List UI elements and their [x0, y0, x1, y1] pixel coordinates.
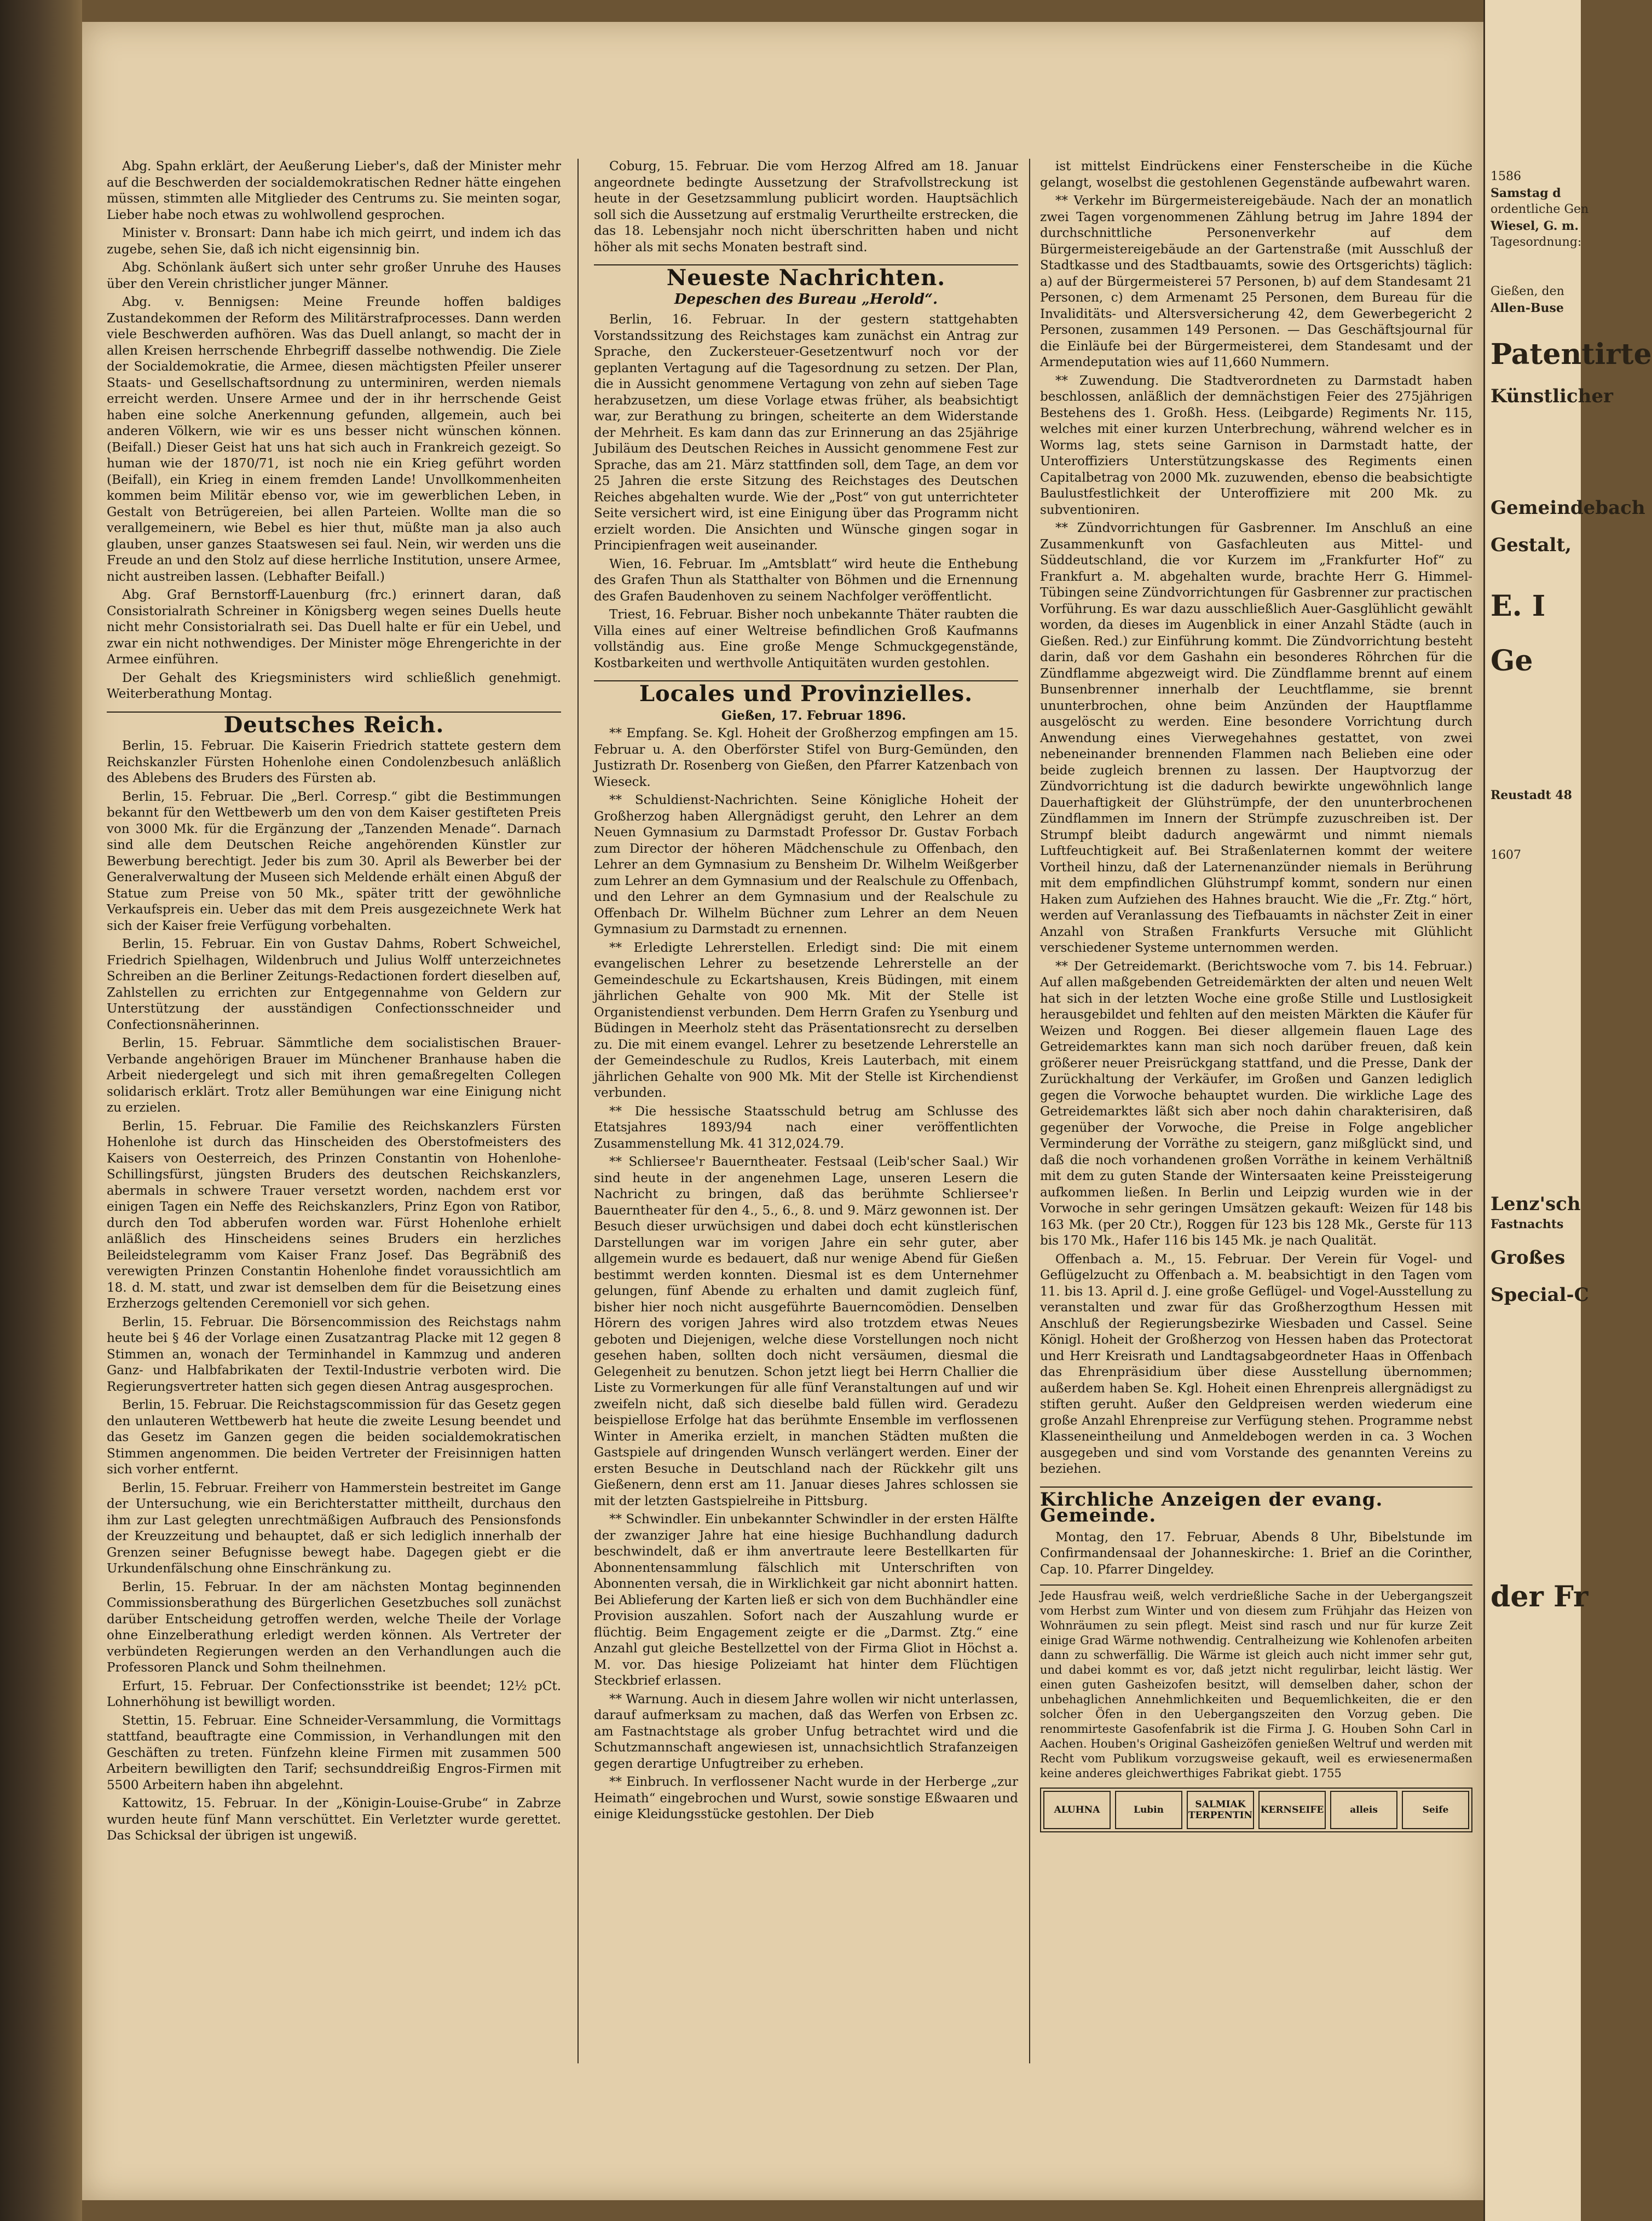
fragment-line: Reustadt 48 — [1491, 788, 1572, 802]
paragraph: Abg. v. Bennigsen: Meine Freunde hoffen baldiges Zustandekommen der Reform des Militärstrafprocesses. Dann werden viele Beschwerden aufhören. Was das Duell anlangt, so macht der in allen Kreisen herrschende Ehrbegriff dasselbe nothwendig. Die Ziele der Socialdemokratie, die Armee, diesen mächtigsten Pfeiler unserer Staats- und Gesellschaftsordnung zu unterminiren, werden niemals erreicht werden. Unsere Armee und der in ihr herrschende Geist haben eine solche Anerkennung gefunden, allgemein, auch bei anderen Völkern, wie wir es uns besser nicht wünschen können. (Beifall.) Dieser Geist hat uns hat sich auch in Frankreich gezeigt. So human wie der 1870/71, ist noch nie ein Krieg geführt worden (Beifall), ein Krieg in einem fremden Lande! Unvollkommenheiten kommen beim Militär ebenso vor, wie im gewerblichen Leben, in Gestalt von Betrügereien, bei allen Parteien. Wollte man die so verallgemeinern, wie Bebel es hier thut, müßte man ja also auch glauben, unser ganzes Staatswesen sei faul. Nein, wir werden uns die Freude an und den Stolz auf diese herrliche Institution, unsere Armee, nicht austreiben lassen. (Lebhafter Beifall.) — [107, 295, 561, 584]
fragment-line: 1586 — [1491, 170, 1521, 183]
soap-advertisement-strip — [1040, 1788, 1472, 1832]
paragraph: ** Empfang. Se. Kgl. Hoheit der Großherzog empfingen am 15. Februar u. A. den Oberförster Stifel von Burg-Gemünden, den Justizrath Dr. Rosenberg von Gießen, den Pfarrer Katzenbach von Wieseck. — [594, 726, 1018, 789]
fragment-heading: Großes — [1491, 1247, 1566, 1269]
ad-box: SALMIAK TERPENTIN — [1187, 1791, 1254, 1829]
paragraph: Minister v. Bronsart: Dann habe ich mich geirrt, und indem ich das zugebe, sehen Sie, daß ich nicht eigensinnig bin. — [107, 226, 561, 257]
fragment-heading: Gestalt, — [1491, 534, 1572, 556]
dateline: Gießen, 17. Februar 1896. — [721, 708, 906, 723]
paragraph: ** Schliersee'r Bauerntheater. Festsaal (Leib'scher Saal.) Wir sind heute in der angenehmen Lage, unseren Lesern die Nachricht zu bringen, daß das berühmte Schliersee'r Bauerntheater für den 4., 5., 6., 8. und 9. März gewonnen ist. Der Besuch dieser urwüchsigen und dabei doch echt künstlerischen Darstellungen war im vorigen Jahre ein sehr guter, aber allgemein wurde es bedauert, daß nur wenige Abend für Gießen bestimmt werden konnten. Diesmal ist es dem Unternehmer gelungen, fünf Abende zu erhalten und damit zugleich fünf, bisher hier noch nicht ausgeführte Bauerncomödien. Denselben Hörern des vorigen Jahres wird also trotzdem etwas Neues geboten und Diejenigen, welche diese Vorstellungen noch nicht gesehen haben, sollten doch nicht versäumen, diesmal die Gelegenheit zu benutzen. Schon jetzt liegt bei Herrn Challier die Liste zu Vormerkungen für alle fünf Veranstaltungen auf und wir zweifeln nicht, daß sich dieselbe bald füllen wird. Geradezu beispiellose Erfolge hat das berühmte Ensemble im verflossenen Winter in Amerika erzielt, in manchen Städten mußten die Gastspiele auf dringenden Wunsch verlängert werden. Einer der ersten Besuche in Deutschland nach der Rückkehr gilt uns Gießenern, denn erst am 11. Januar dieses Jahres schlossen sie mit der letzten Gastspielreihe in Pittsburg. — [594, 1155, 1018, 1508]
fragment-heading: Patentirte — [1491, 338, 1652, 371]
paragraph: Kattowitz, 15. Februar. In der „Königin-Louise-Grube“ in Zabrze wurden heute fünf Mann verschüttet. Ein Verletzter wurde gerettet. Das Schicksal der übrigen ist ungewiß. — [107, 1796, 561, 1843]
section-heading-local: Locales und Provinzielles. — [594, 680, 1018, 702]
column-2 — [594, 159, 1018, 2074]
fragment-heading: Lenz'sch — [1491, 1193, 1581, 1215]
paragraph: Berlin, 15. Februar. Sämmtliche dem socialistischen Brauer-Verbande angehörigen Brauer im Münchener Branhause haben die Arbeit niedergelegt und sich mit ihren gemaßregelten Collegen solidarisch erklärt. Trotz aller Bemühungen war eine Einigung nicht zu erzielen. — [107, 1036, 561, 1115]
paragraph: Abg. Schönlank äußert sich unter sehr großer Unruhe des Hauses über den Verein christlicher junger Männer. — [107, 261, 561, 291]
paragraph: Erfurt, 15. Februar. Der Confectionsstrike ist beendet; 12½ pCt. Lohnerhöhung ist bewilligt worden. — [107, 1679, 561, 1709]
gas-heater-advertisement: Jede Hausfrau weiß, welch verdrießliche Sache in der Uebergangszeit vom Herbst zum Winter und von diesem zum Frühjahr das Heizen von Wohnräumen zu sein pflegt. Meist sind rasch und nur für kurze Zeit einige Grad Wärme nothwendig. Centralheizung wie Kohlenofen arbeiten dann zu schwerfällig. Die Wärme ist gleich auch nicht immer sehr gut, und dabei kommt es vor, daß jetzt nicht regulirbar, leicht lästig. Wer einen guten Gasheizofen besitzt, will demselben daher, schon der unbehaglichen Annehmlichkeiten und Bequemlichkeiten, die er den solcher Öfen in den Uebergangszeiten den Vorzug geben. Die renommirteste Gasofenfabrik ist die Firma J. G. Houben Sohn Carl in Aachen. Houben's Original Gasheizöfen genießen Weltruf und werden mit Recht vom Publikum vorzugsweise gekauft, weil es erwiesenermaßen keine anderes gleichwerthiges Fabrikat giebt. 1755 — [1040, 1584, 1472, 1781]
facing-page-fragment — [1483, 0, 1652, 2221]
fragment-line: Allen-Buse — [1491, 301, 1564, 315]
paragraph: Berlin, 15. Februar. Die Reichstagscommission für das Gesetz gegen den unlauteren Wettbewerb hat heute die zweite Lesung beendet und das Gesetz im Ganzen gegen die beiden socialdemokratischen Stimmen angenommen. Die beiden Vertreter der Freisinnigen hatten sich vorher entfernt. — [107, 1398, 561, 1477]
ad-box: Lubin — [1115, 1791, 1182, 1829]
paragraph: ** Einbruch. In verflossener Nacht wurde in der Herberge „zur Heimath“ eingebrochen und Wurst, sowie sonstige Eßwaaren und einige Kleidungsstücke gestohlen. Der Dieb — [594, 1775, 1018, 1821]
ad-box: alleis — [1330, 1791, 1397, 1829]
column-3 — [1040, 159, 1472, 2074]
paragraph: ** Schuldienst-Nachrichten. Seine Königliche Hoheit der Großherzog haben Allergnädigst geruht, den Lehrer an dem Neuen Gymnasium zu Darmstadt Professor Dr. Gustav Forbach zum Director der höheren Mädchenschule zu Offenbach, den Lehrer an dem Gymnasium zu Bensheim Dr. Wilhelm Weißgerber zum Lehrer an dem Gymnasium und der Realschule zu Offenbach, und den Lehrer an dem Gymnasium und der Realschule zu Offenbach Dr. Wilhelm Büchner zum Lehrer an dem Neuen Gymnasium zu Darmstadt zu ernennen. — [594, 793, 1018, 936]
column-1 — [107, 159, 561, 2129]
paragraph: ist mittelst Eindrückens einer Fensterscheibe in die Küche gelangt, woselbst die gestohlenen Gegenstände aufbewahrt waren. — [1040, 159, 1472, 190]
fragment-line: 1607 — [1491, 848, 1521, 862]
ad-box: Seife — [1402, 1791, 1469, 1829]
book-binding — [0, 0, 82, 2221]
paragraph: Berlin, 15. Februar. In der am nächsten Montag beginnenden Commissionsberathung des Bürgerlichen Gesetzbuches soll zunächst darüber Entscheidung getroffen werden, welche Theile der Vorlage ohne Einzelberathung erledigt werden können. Als Vertreter der verbündeten Regierungen werden an den Verhandlungen auch die Professoren Planck und Sohm theilnehmen. — [107, 1580, 561, 1675]
paragraph: Stettin, 15. Februar. Eine Schneider-Versammlung, die Vormittags stattfand, beauftragte eine Commission, in Verhandlungen mit den Geschäften zu treten. Fünfzehn kleine Firmen mit zusammen 500 Arbeitern bewilligten den Tarif; sechsunddreißig Engros-Firmen mit 5500 Arbeitern haben ihn abgelehnt. — [107, 1713, 561, 1792]
paragraph: Berlin, 15. Februar. Die Kaiserin Friedrich stattete gestern dem Reichskanzler Fürsten Hohenlohe einen Condolenzbesuch anläßlich des Ablebens des Bruders des Fürsten ab. — [107, 739, 561, 785]
paragraph: ** Verkehr im Bürgermeistereigebäude. Nach der an monatlich zwei Tagen vorgenommenen Zählung betrug im Jahre 1894 der durchschnittliche Personenverkehr auf dem Bürgermeistereigebäude an der Gartenstraße (mit Ausschluß der Stadtkasse und des Stadtbauamts, sowie des Ortsgerichts) täglich: a) auf der Bürgermeisterei 57 Personen, b) auf dem Standesamt 21 Personen, c) dem Armenamt 25 Personen, dem Bureau für die Invaliditäts- und Altersversicherung 42, dem Gewerbegericht 2 Personen, zusammen 149 Personen. — Das Geschäftsjournal für die Einläufe bei der Bürgermeisterei, dem Standesamt und der Armendeputation wies auf 11,660 Nummern. — [1040, 194, 1472, 369]
fragment-heading: E. I — [1491, 589, 1546, 623]
fragment-line: ordentliche Gen — [1491, 203, 1589, 216]
paragraph: ** Schwindler. Ein unbekannter Schwindler in der ersten Hälfte der zwanziger Jahre hat eine hiesige Buchhandlung dadurch beschwindelt, daß er ihm anvertraute leere Bestellkarten für Abonnentensammlung fälschlich mit Unterschriften von Abonnenten versah, die in Wirklichkeit gar nicht abonnirt hatten. Bei Ablieferung der Karten ließ er sich von dem Buchhändler eine Provision auszahlen. Sofort nach der Auszahlung wurde er flüchtig. Beim Engagement zeigte er die „Darmst. Ztg.“ eine Anzahl gut gleiche Bestellzettel von der Firma Gliot in Höchst a. M. vor. Das hiesige Polizeiamt hat hinter dem Flüchtigen Steckbrief erlassen. — [594, 1512, 1018, 1688]
paragraph: Abg. Spahn erklärt, der Aeußerung Lieber's, daß der Minister mehr auf die Beschwerden der socialdemokratischen Redner hätte eingehen müssen, stimmten alle Mitglieder des Centrums zu. Sie meinten sogar, Lieber habe noch etwas zu wohlwollend gesprochen. — [107, 159, 561, 222]
fragment-heading: der Fr — [1491, 1580, 1589, 1613]
ad-box: ALUHNA — [1043, 1791, 1111, 1829]
paragraph: ** Zündvorrichtungen für Gasbrenner. Im Anschluß an eine Zusammenkunft von Gasfachleuten aus Mittel- und Süddeutschland, die vor Kurzem im „Frankfurter Hof“ zu Frankfurt a. M. abgehalten wurde, brachte Herr G. Himmel-Tübingen seine Zündvorrichtungen für Gasbrenner zur practischen Vorführung. Es war dazu ausschließlich Auer-Gasglühlicht gewählt worden, da dieses im Augenblick in einer Anzahl Städte (auch in Gießen. Red.) zur Einführung kommt. Die Zündvorrichtung besteht darin, daß vor dem Gashahn ein besonderes Röhrchen für die Zündflamme abgezweigt wird. Die Zündflamme brennt auf einem Bunsenbrenner innerhalb der Leuchtflamme, sie brennt ununterbrochen, ohne beim Anzünden der Hauptflamme ausgelöscht zu werden. Eine besondere Vorrichtung durch Anwendung eines Vierwegehahnes gestattet, von zwei nebeneinander brennenden Flammen nach Belieben eine oder beide zugleich brennen zu lassen. Der Hauptvorzug der Zündvorrichtung ist die dadurch bewirkte ungewöhnlich lange Dauerhaftigkeit der Glühstrümpfe, der den ununterbrochenen Zündflammen im Innern der Strümpfe zuzuschreiben ist. Der Strumpf bleibt dadurch angewärmt und nimmt niemals Luftfeuchtigkeit auf. Bei Straßenlaternen kommt der weitere Vortheil hinzu, daß der Laternenanzünder niemals in Berührung mit dem empfindlichen Glühstrumpf kommt, sondern nur einen Haken zum Aufziehen des Hahnes braucht. Wie die „Fr. Ztg.“ hört, werden auf Veranlassung des Tiefbauamts in nächster Zeit in einer Anzahl von Straßen Frankfurts Versuche mit Glühlicht verschiedener Systeme unternommen werden. — [1040, 521, 1472, 955]
section-heading-church: Kirchliche Anzeigen der evang. Gemeinde. — [1040, 1487, 1472, 1524]
paragraph: ** Erledigte Lehrerstellen. Erledigt sind: Die mit einem evangelischen Lehrer zu besetzende Lehrerstelle an der Gemeindeschule zu Eckartshausen, Kreis Büdingen, mit einem jährlichen Gehalte von 900 Mk. Mit der Stelle ist Organistendienst verbunden. Dem Herrn Grafen zu Ysenburg und Büdingen in Meerholz steht das Präsentationsrecht zu derselben zu. Die mit einem evangel. Lehrer zu besetzende Lehrerstelle an der Gemeindeschule zu Rudlos, Kreis Lauterbach, mit einem jährlichen Gehalte von 900 Mk. Mit der Stelle ist Kirchendienst verbunden. — [594, 940, 1018, 1100]
paragraph: Berlin, 15. Februar. Freiherr von Hammerstein bestreitet im Gange der Untersuchung, wie ein Berichterstatter mittheilt, durchaus den ihm zur Last gelegten unrechtmäßigen Aufbrauch des Pensionsfonds der Kreuzzeitung und behauptet, daß er sich lediglich innerhalb der Grenzen seiner Befugnisse bewegt habe. Dagegen giebt er die Urkundenfälschung ohne Einschränkung zu. — [107, 1480, 561, 1576]
section-heading-news: Neueste Nachrichten. — [594, 264, 1018, 286]
paragraph: Der Gehalt des Kriegsministers wird schließlich genehmigt. Weiterberathung Montag. — [107, 670, 561, 701]
fragment-heading: Künstlicher — [1491, 385, 1613, 407]
fragment-heading: Special-C — [1491, 1284, 1589, 1306]
facing-page-text — [1485, 0, 1652, 1618]
paragraph: ** Der Getreidemarkt. (Berichtswoche vom 7. bis 14. Februar.) Auf allen maßgebenden Getreidemärkten der alten und neuen Welt hat sich in der letzten Woche eine große Stille und Lustlosigkeit herausgebildet und fehlten auf den meisten Märkten die Käufer für Weizen und Roggen. Bei dieser allgemein flauen Lage des Getreidemarktes kann man sich noch darüber freuen, daß kein größerer neuer Preisrückgang stattfand, und die Presse, Dank der Zurückhaltung der Verkäufer, im Großen und Ganzen lediglich gegen die Vorwoche behauptet wurden. Die wirkliche Lage des Getreidemarktes läßt sich aber noch dahin charakterisiren, daß gegenüber der Vorwoche, die Preise in Folge angeblicher Verminderung der Vorräthe zu steigern, ganz mißglückt sind, und daß die noch vorhandenen großen Vorräthe in keinem Verhältniß mit dem zu guten Stande der Wintersaaten keine Preissteigerung aufkommen ließen. In Berlin und Leipzig wurden wie in der Vorwoche in sehr geringen Umsätzen gekauft: Weizen für 148 bis 163 Mk. (per 20 Ctr.), Roggen für 123 bis 128 Mk., Gerste für 113 bis 170 Mk., Hafer 116 bis 145 Mk. je nach Qualität. — [1040, 959, 1472, 1248]
fragment-line: Tagesordnung: — [1491, 235, 1582, 249]
paragraph: Abg. Graf Bernstorff-Lauenburg (frc.) erinnert daran, daß Consistorialrath Schreiner in Königsberg wegen seines Duells heute nicht mehr Consistorialrath sei. Das Duell halte er für ein Uebel, und zwar ein nicht nothwendiges. Der Minister möge Ehrengerichte in der Armee einführen. — [107, 588, 561, 667]
ad-box: KERNSEIFE — [1258, 1791, 1326, 1829]
paragraph: Berlin, 15. Februar. Die Familie des Reichskanzlers Fürsten Hohenlohe ist durch das Hinscheiden des Oberstofmeisters des Kaisers von Oesterreich, des Prinzen Constantin von Hohenlohe-Schillingsfürst, jüngsten Bruders des deutschen Reichskanzlers, abermals in schwere Trauer versetzt worden, nachdem erst vor einigen Tagen ein Neffe des Reichskanzlers, Prinz Egon von Ratibor, durch den Tod abberufen worden war. Fürst Hohenlohe erhielt anläßlich des Hinscheidens seines Bruders ein herzliches Beileidstelegramm vom Kaiser Franz Josef. Das Begräbniß des verewigten Prinzen Constantin Hohenlohe findet voraussichtlich am 18. d. M. statt, und zwar ist demselben dem für die Beisetzung eines Erzherzogs geltenden Ceremoniell vor sich gehen. — [107, 1119, 561, 1311]
fragment-line: Wiesel, G. m. — [1491, 219, 1579, 233]
column-rule-1 — [577, 159, 579, 2063]
paragraph: ** Zuwendung. Die Stadtverordneten zu Darmstadt haben beschlossen, anläßlich der demnächstigen Feier des 275jährigen Bestehens des 1. Großh. Hess. (Leibgarde) Regiments Nr. 115, welches mit einer kurzen Unterbrechung, während welcher es in Worms lag, stets seine Garnison in Darmstadt hatte, der Unteroffiziers Unterstützungskasse des Regiments einen Capitalbetrag von 2000 Mk. zuzuwenden, ebenso die beabsichtigte Baulustfestlichkeit der Unteroffiziere mit 200 Mk. zu subventioniren. — [1040, 373, 1472, 517]
paragraph: Wien, 16. Februar. Im „Amtsblatt“ wird heute die Enthebung des Grafen Thun als Statthalter von Böhmen und die Ernennung des Grafen Baudenhoven zu seinem Nachfolger veröffentlicht. — [594, 557, 1018, 604]
paragraph: Berlin, 15. Februar. Ein von Gustav Dahms, Robert Schweichel, Friedrich Spielhagen, Wildenbruch und Julius Wolff unterzeichnetes Schreiben an die Berliner Zeitungs-Redactionen fordert dieselben auf, Zahlstellen zu errichten zur Entgegennahme von Geldern zur Unterstützung der ausständigen Confectionsschneider und Confectionsnäherinnen. — [107, 937, 561, 1032]
paragraph: Offenbach a. M., 15. Februar. Der Verein für Vogel- und Geflügelzucht zu Offenbach a. M. beabsichtigt in den Tagen vom 11. bis 13. April d. J. eine große Geflügel- und Vogel-Ausstellung zu veranstalten und zwar für das Großherzogthum Hessen mit Anschluß der Regierungsbezirke Wiesbaden und Cassel. Seine Königl. Hoheit der Großherzog von Hessen haben das Protectorat und Herr Kreisrath und Landtagsabgeordneter Haas in Offenbach das Ehrenpräsidium über diese Ausstellung übernommen; außerdem haben Se. Kgl. Hoheit einen Ehrenpreis allergnädigst zu stiften geruht. Außer den Geldpreisen werden wiederum eine große Anzahl Ehrenpreise zur Verfügung stehen. Programme nebst Klasseneintheilung und Anmeldebogen werden in ca. 3 Wochen ausgegeben und sind vom Vorstande des genannten Vereins zu beziehen. — [1040, 1252, 1472, 1476]
paragraph: ** Warnung. Auch in diesem Jahre wollen wir nicht unterlassen, darauf aufmerksam zu machen, daß das Werfen von Erbsen zc. am Fastnachtstage als grober Unfug betrachtet wird und die Schutzmannschaft angewiesen ist, unnachsichtlich Strafanzeigen gegen derartige Unfugtreiber zu erheben. — [594, 1692, 1018, 1771]
paragraph: Berlin, 15. Februar. Die „Berl. Corresp.“ gibt die Bestimmungen bekannt für den Wettbewerb um den von dem Kaiser gestifteten Preis von 3000 Mk. für die Ergänzung der „Tanzenden Menade“. Darnach sind alle dem Deutschen Reiche angehörenden Künstler zur Bewerbung berechtigt. Jeder bis zum 30. April als Bewerber bei der Generalverwaltung der Museen sich Meldende erhält einen Abguß der Statue zum Preise von 50 Mk., später tritt der gewöhnliche Verkaufspreis ein. Ueber das mit dem Preis ausgezeichnete Werk hat sich der Kaiser freie Verfügung vorbehalten. — [107, 789, 561, 933]
paragraph: Berlin, 15. Februar. Die Börsencommission des Reichstags nahm heute bei § 46 der Vorlage einen Zusatzantrag Placke mit 12 gegen 8 Stimmen an, wonach der Terminhandel in Kammzug und anderen Ganz- und Halbfabrikaten der Textil-Industrie verboten wird. Die Regierungsvertreter hatten sich gegen diesen Antrag ausgesprochen. — [107, 1315, 561, 1394]
column-rule-2 — [1029, 159, 1030, 2063]
church-notice: Montag, den 17. Februar, Abends 8 Uhr, Bibelstunde im Confirmandensaal der Johanneskirche: 1. Brief an die Corinther, Cap. 10. Pfarrer Dingeldey. — [1040, 1530, 1472, 1577]
section-subheading-depeschen: Depeschen des Bureau „Herold“. — [674, 291, 938, 308]
paragraph: ** Die hessische Staatsschuld betrug am Schlusse des Etatsjahres 1893/94 nach einer veröffentlichten Zusammenstellung Mk. 41 312,024.79. — [594, 1104, 1018, 1151]
fragment-line: Fastnachts — [1491, 1217, 1564, 1231]
paragraph: Triest, 16. Februar. Bisher noch unbekannte Thäter raubten die Villa eines auf einer Weltreise befindlichen Groß Kaufmanns vollständig aus. Eine große Menge Schmuckgegenstände, Kostbarkeiten und werthvolle Antiquitäten wurden gestohlen. — [594, 608, 1018, 670]
section-heading-reich: Deutsches Reich. — [107, 712, 561, 733]
fragment-line: Gießen, den — [1491, 285, 1564, 298]
fragment-line: Samstag d — [1491, 186, 1561, 200]
paragraph: Coburg, 15. Februar. Die vom Herzog Alfred am 18. Januar angeordnete bedingte Aussetzung der Strafvollstreckung ist heute in der Gesetzsammlung publicirt worden. Hauptsächlich soll sich die Aussetzung auf erstmalig Verurtheilte erstrecken, die das 18. Lebensjahr noch nicht überschritten haben und nicht höher als mit sechs Monaten bestraft sind. — [594, 159, 1018, 255]
fragment-heading: Ge — [1491, 644, 1533, 678]
fragment-heading: Gemeindebach — [1491, 497, 1645, 519]
paragraph: Berlin, 16. Februar. In der gestern stattgehabten Vorstandssitzung des Reichstages kam zunächst ein Antrag zur Sprache, den Zuckersteuer-Gesetzentwurf noch vor der geplanten Vertagung auf die Tagesordnung zu setzen. Der Plan, die in Aussicht genommene Vertagung von zehn auf sieben Tage herabzusetzen, um diese Vorlage etwas früher, als beabsichtigt war, zur Berathung zu bringen, scheiterte an dem Widerstande der Mehrheit. Es kam dann das zur Erinnerung an das 25jährige Jubiläum des Deutschen Reiches in Aussicht genommene Fest zur Sprache, das am 21. März stattfinden soll, dem Tage, an dem vor 25 Jahren die erste Sitzung des Reichstages des Deutschen Reiches abgehalten wurde. Wie der „Post“ von gut unterrichteter Seite versichert wird, ist eine Einigung über das Programm nicht erzielt worden. Die Ansichten und Wünsche gingen sogar in Principienfragen weit auseinander. — [594, 313, 1018, 553]
